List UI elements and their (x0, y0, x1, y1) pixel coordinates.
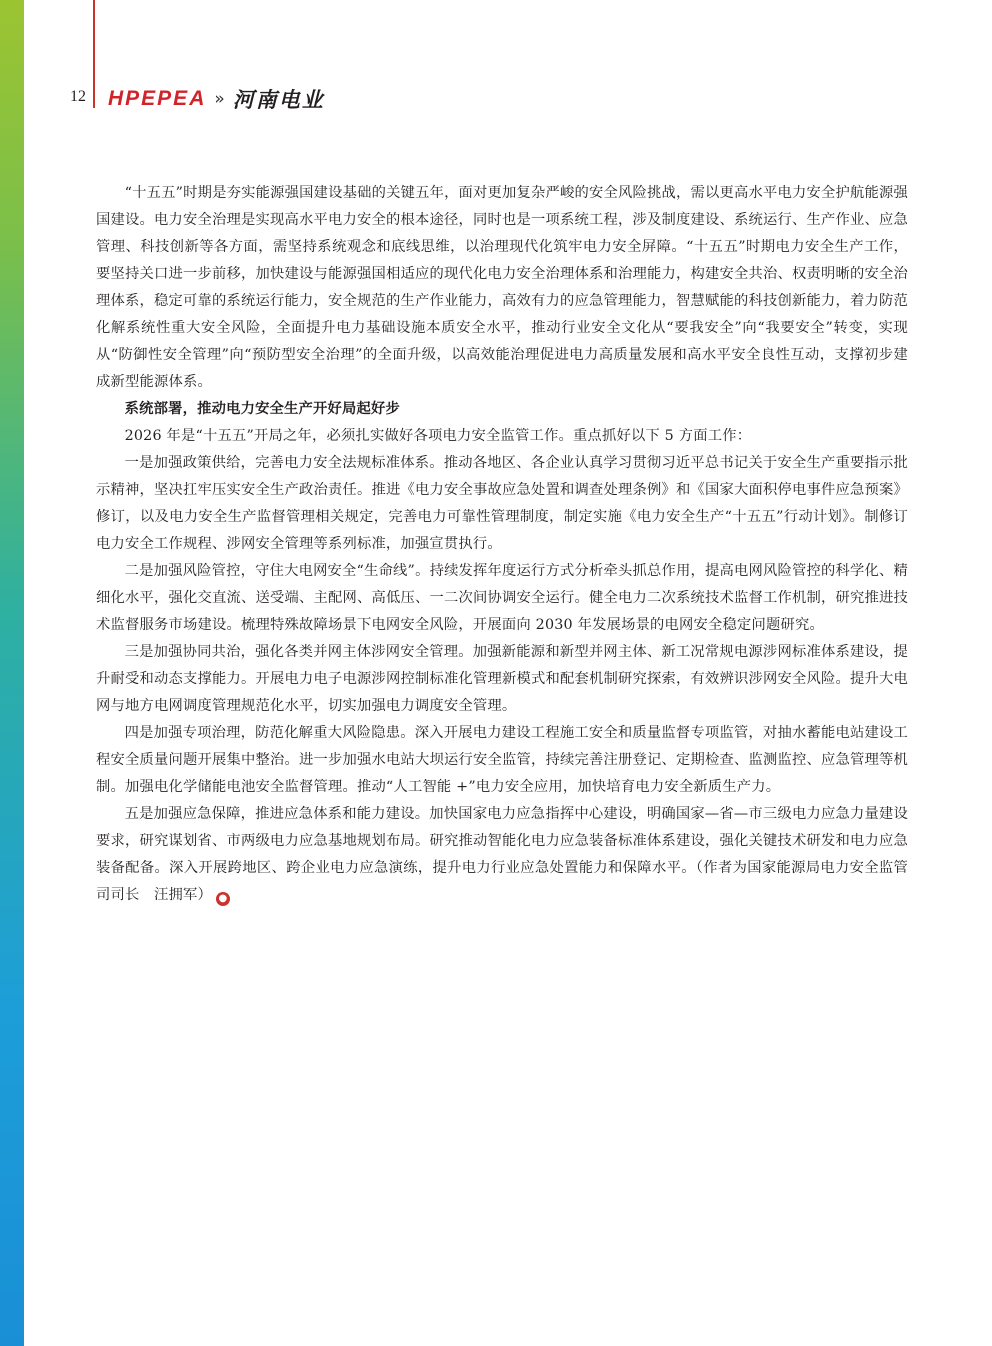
logo-latin-text: HPEPEA (108, 87, 207, 110)
logo-chinese-text: 河南电业 (232, 88, 325, 112)
point-2-paragraph: 二是加强风险管控，守住大电网安全“生命线”。持续发挥年度运行方式分析牵头抓总作用，提高电网风险管控的科学化、精细化水平，强化交直流、送受端、主配网、高低压、一二次间协调安全运行。健全电力二次系统技术监督工作机制，研究推进技术监督服务市场建设。梳理特殊故障场景下电网安全风险，开展面向 2030 年发展场景的电网安全稳定问题研究。 (96, 563, 908, 633)
page-number: 12 (70, 88, 86, 105)
point-5-text: 五是加强应急保障，推进应急体系和能力建设。加快国家电力应急指挥中心建设，明确国家—省—市三级电力应急力量建设要求，研究谋划省、市两级电力应急基地规划布局。研究推动智能化电力应急装备标准体系建设，强化关键技术研发和电力应急装备配备。深入开展跨地区、跨企业电力应急演练，提升电力行业应急处置能力和保障水平。（作者为国家能源局电力安全监管司司长 汪拥军） (96, 806, 908, 903)
section-heading: 系统部署，推动电力安全生产开好局起好步 (124, 401, 401, 417)
side-color-bar (0, 0, 24, 1346)
point-3-paragraph: 三是加强协同共治，强化各类并网主体涉网安全管理。加强新能源和新型并网主体、新工况常规电源涉网标准体系建设，提升耐受和动态支撑能力。开展电力电子电源涉网控制标准化管理新模式和配套机制研究探索，有效辨识涉网安全风险。提升大电网与地方电网调度管理规范化水平，切实加强电力调度安全管理。 (96, 644, 908, 714)
point-1-paragraph: 一是加强政策供给，完善电力安全法规标准体系。推动各地区、各企业认真学习贯彻习近平总书记关于安全生产重要指示批示精神，坚决扛牢压实安全生产政治责任。推进《电力安全事故应急处置和调查处理条例》和《国家大面积停电事件应急预案》修订，以及电力安全生产监督管理相关规定，完善电力可靠性管理制度，制定实施《电力安全生产“十五五”行动计划》。制修订电力安全工作规程、涉网安全管理等系列标准，加强宣贯执行。 (96, 455, 908, 552)
point-4-paragraph: 四是加强专项治理，防范化解重大风险隐患。深入开展电力建设工程施工安全和质量监督专项监管，对抽水蓄能电站建设工程安全质量问题开展集中整治。进一步加强水电站大坝运行安全监管，持续完善注册登记、定期检查、监测监控、应急管理等机制。加强电化学储能电池安全监督管理。推动“人工智能 +”电力安全应用，加快培育电力安全新质生产力。 (96, 725, 908, 795)
double-chevron-icon: » (214, 89, 225, 109)
lead-paragraph: 2026 年是“十五五”开局之年，必须扎实做好各项电力安全监管工作。重点抓好以下 5 方面工作： (124, 428, 752, 444)
intro-paragraph: “十五五”时期是夯实能源强国建设基础的关键五年，面对更加复杂严峻的安全风险挑战，需以更高水平电力安全护航能源强国建设。电力安全治理是实现高水平电力安全的根本途径，同时也是一项系统工程，涉及制度建设、系统运行、生产作业、应急管理、科技创新等各方面，需坚持系统观念和底线思维，以治理现代化筑牢电力安全屏障。“十五五”时期电力安全生产工作，要坚持关口进一步前移，加快建设与能源强国相适应的现代化电力安全治理体系和治理能力，构建安全共治、权责明晰的安全治理体系，稳定可靠的系统运行能力，安全规范的生产作业能力，高效有力的应急管理能力，智慧赋能的科技创新能力，着力防范化解系统性重大安全风险，全面提升电力基础设施本质安全水平，推动行业安全文化从“要我安全”向“我要安全”转变，实现从“防御性安全管理”向“预防型安全治理”的全面升级，以高效能治理促进电力高质量发展和高水平安全良性互动，支撑初步建成新型能源体系。 (96, 185, 908, 390)
header-divider-line (93, 0, 95, 108)
magazine-logo (108, 84, 325, 114)
point-5-paragraph (96, 801, 908, 909)
end-mark-icon: ● (216, 892, 230, 906)
article-body (96, 180, 908, 909)
